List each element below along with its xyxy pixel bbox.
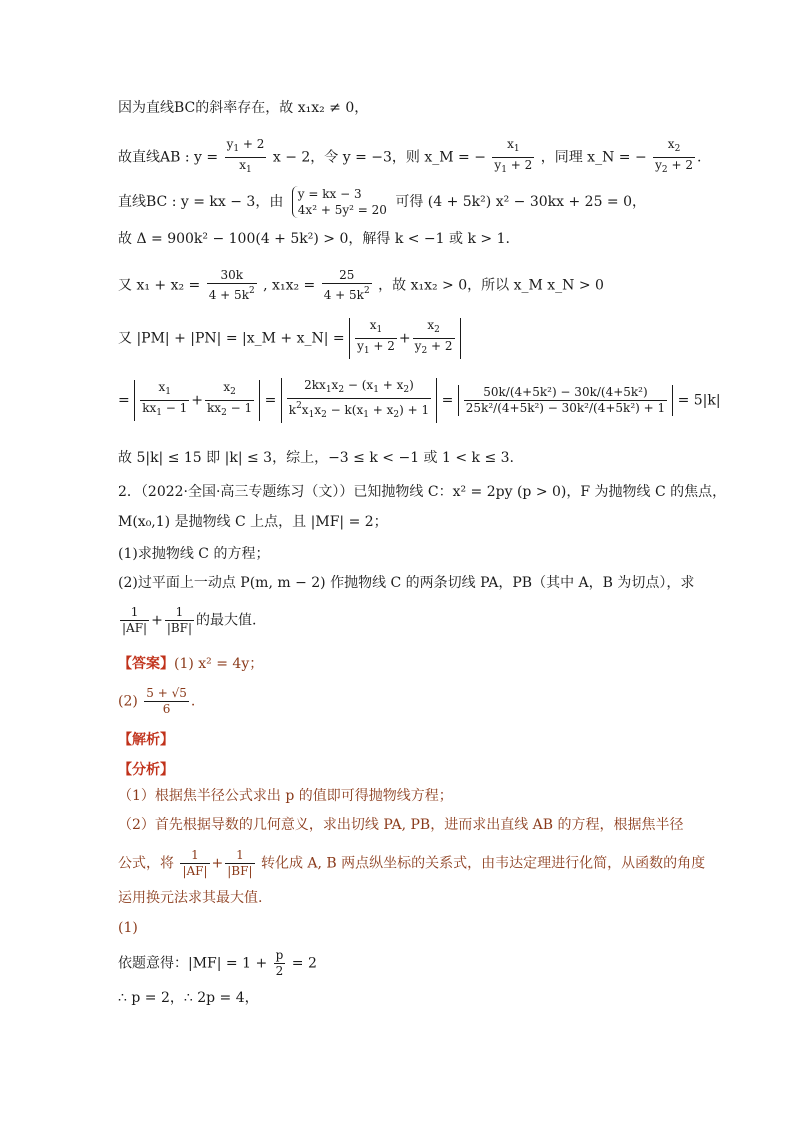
fraction: $\frac{x_1}{y_1 + 2}$ bbox=[494, 137, 533, 175]
line-discriminant: 故 Δ = 900k² − 100(4 + 5k²) > 0，解得 k < −1 或 k > 1. bbox=[118, 231, 510, 247]
fraction: $\frac{1}{|BF|}$ bbox=[227, 848, 253, 878]
text: 又 x₁ + x₂ = bbox=[118, 277, 201, 294]
question-2-target: $\frac{1}{|AF|}$ + $\frac{1}{|BF|}$ 的最大值. bbox=[122, 605, 257, 635]
abs-expression: $\frac{x_1}{y_1 + 2}$ + $\frac{x_2}{y_2 + 2}$ bbox=[349, 318, 460, 359]
text: 公式，将 bbox=[118, 855, 174, 872]
text: , x₁x₂ = bbox=[263, 277, 316, 294]
text: (2) bbox=[118, 693, 138, 710]
answer-line bbox=[118, 654, 263, 674]
text: x − 2，令 y = −3，则 x_M = − bbox=[272, 149, 486, 166]
text: ，同理 x_N = − bbox=[540, 149, 647, 166]
fraction: $\frac{30k}{4 + 5k^2}$ bbox=[208, 268, 255, 302]
line-simplification: = $\frac{x_1}{kx_1 - 1}$ + $\frac{x_2}{kx_2 - 1}$ = $\frac{2kx_1x_2 - (x_1 + x_2)}{k^2x_1x_2 - k(x_1 + x_2) + 1}$ = $\frac{\text{50k/(4+5k²) − 30k/(4+5k²)}}{\text{25k²/(4+5k²) − 30k²/(4+5k²) + 1}}$ = 5|k| bbox=[118, 378, 721, 423]
text: 可得 (4 + 5k²) x² − 30kx + 25 = 0， bbox=[395, 194, 647, 210]
text: 直线BC : y = kx − 3，由 bbox=[118, 194, 284, 210]
abs-expression: $\frac{\text{50k/(4+5k²) − 30k/(4+5k²)}}{\text{25k²/(4+5k²) − 30k²/(4+5k²) + 1}}$ bbox=[458, 385, 673, 416]
fraction: $\frac{x_2}{y_2 + 2}$ bbox=[655, 137, 693, 175]
question-2-stem: 2．（2022·全国·高三专题练习（文））已知抛物线 C：x² = 2py (p > 0)，F 为抛物线 C 的焦点， bbox=[118, 484, 727, 500]
line-conclusion: 故 5|k| ≤ 15 即 |k| ≤ 3，综上，−3 ≤ k < −1 或 1 < k ≤ 3. bbox=[118, 450, 515, 466]
line-vieta bbox=[118, 268, 604, 303]
fraction: $\frac{1}{|BF|}$ bbox=[166, 605, 193, 635]
line-slope-exists: 因为直线BC的斜率存在，故 x₁x₂ ≠ 0， bbox=[118, 100, 369, 116]
fraction: $\frac{p}{2}$ bbox=[275, 948, 284, 978]
analysis-step-1: （1）根据焦半径公式求出 p 的值即可得抛物线方程； bbox=[118, 788, 453, 804]
answer-tag: 【答案】 bbox=[118, 656, 174, 672]
text: 故直线AB : y = bbox=[118, 149, 219, 166]
question-2-part2: (2)过平面上一动点 P(m, m − 2) 作抛物线 C 的两条切线 PA，PB（其中 A，B 为切点），求 bbox=[118, 575, 695, 591]
analysis-tag: 【解析】 bbox=[118, 732, 174, 748]
question-2-part1: (1)求抛物线 C 的方程； bbox=[118, 546, 270, 562]
fraction: $\frac{y_1 + 2}{x_1}$ bbox=[226, 137, 265, 175]
fraction: $\frac{1}{|AF|}$ bbox=[182, 848, 208, 878]
answer-2-line: (2) $\frac{5 + √5}{6}$ . bbox=[118, 686, 196, 716]
text: = 5|k| bbox=[677, 392, 721, 409]
answer-1: (1) x² = 4y； bbox=[174, 656, 264, 672]
analysis-step-2-cont: 公式，将 $\frac{1}{|AF|}$ + $\frac{1}{|BF|}$ 转化成 A, B 两点纵坐标的关系式，由韦达定理进行化简，从函数的角度 bbox=[118, 848, 706, 878]
solution-line-2: ∴ p = 2，∴ 2p = 4， bbox=[118, 990, 259, 1006]
equation-system: y = kx − 3 4x² + 5y² = 20 bbox=[292, 186, 387, 218]
breakdown-tag: 【分析】 bbox=[118, 762, 174, 778]
text: 又 |PM| + |PN| = |x_M + x_N| = bbox=[118, 330, 345, 347]
analysis-step-2-end: 运用换元法求其最大值. bbox=[118, 890, 263, 906]
solution-part-1-label: (1) bbox=[118, 920, 138, 936]
solution-line-1 bbox=[118, 948, 317, 979]
line-ab-equation: 故直线AB : y = $\frac{y_1 + 2}{x_1}$ x − 2，令 y = −3，则 x_M = − $\frac{x_1}{y_1 + 2}$ ，同理 x_N = − $\frac{x_2}{y_2 + 2}$ . bbox=[118, 137, 701, 178]
text: ，故 x₁x₂ > 0，所以 x_M x_N > 0 bbox=[378, 277, 604, 294]
analysis-step-2: （2）首先根据导数的几何意义，求出切线 PA, PB，进而求出直线 AB 的方程，根据焦半径 bbox=[118, 817, 684, 833]
fraction: $\frac{1}{|AF|}$ bbox=[122, 605, 148, 635]
fraction: $\frac{5 + √5}{6}$ bbox=[146, 686, 187, 716]
text: 的最大值. bbox=[196, 612, 257, 629]
abs-expression: $\frac{2kx_1x_2 - (x_1 + x_2)}{k^2x_1x_2 - k(x_1 + x_2) + 1}$ bbox=[281, 378, 437, 423]
line-pm-pn bbox=[118, 318, 461, 359]
question-2-stem-cont: M(x₀,1) 是抛物线 C 上点，且 |MF| = 2； bbox=[118, 514, 388, 530]
text: 依题意得：|MF| = 1 + bbox=[118, 955, 268, 972]
text: = 2 bbox=[291, 955, 317, 972]
line-bc-system bbox=[118, 186, 646, 218]
text: 转化成 A, B 两点纵坐标的关系式，由韦达定理进行化简，从函数的角度 bbox=[260, 855, 706, 872]
abs-expression: $\frac{x_1}{kx_1 - 1}$ + $\frac{x_2}{kx_2 - 1}$ bbox=[134, 380, 260, 421]
fraction: $\frac{25}{4 + 5k^2}$ bbox=[323, 268, 370, 302]
